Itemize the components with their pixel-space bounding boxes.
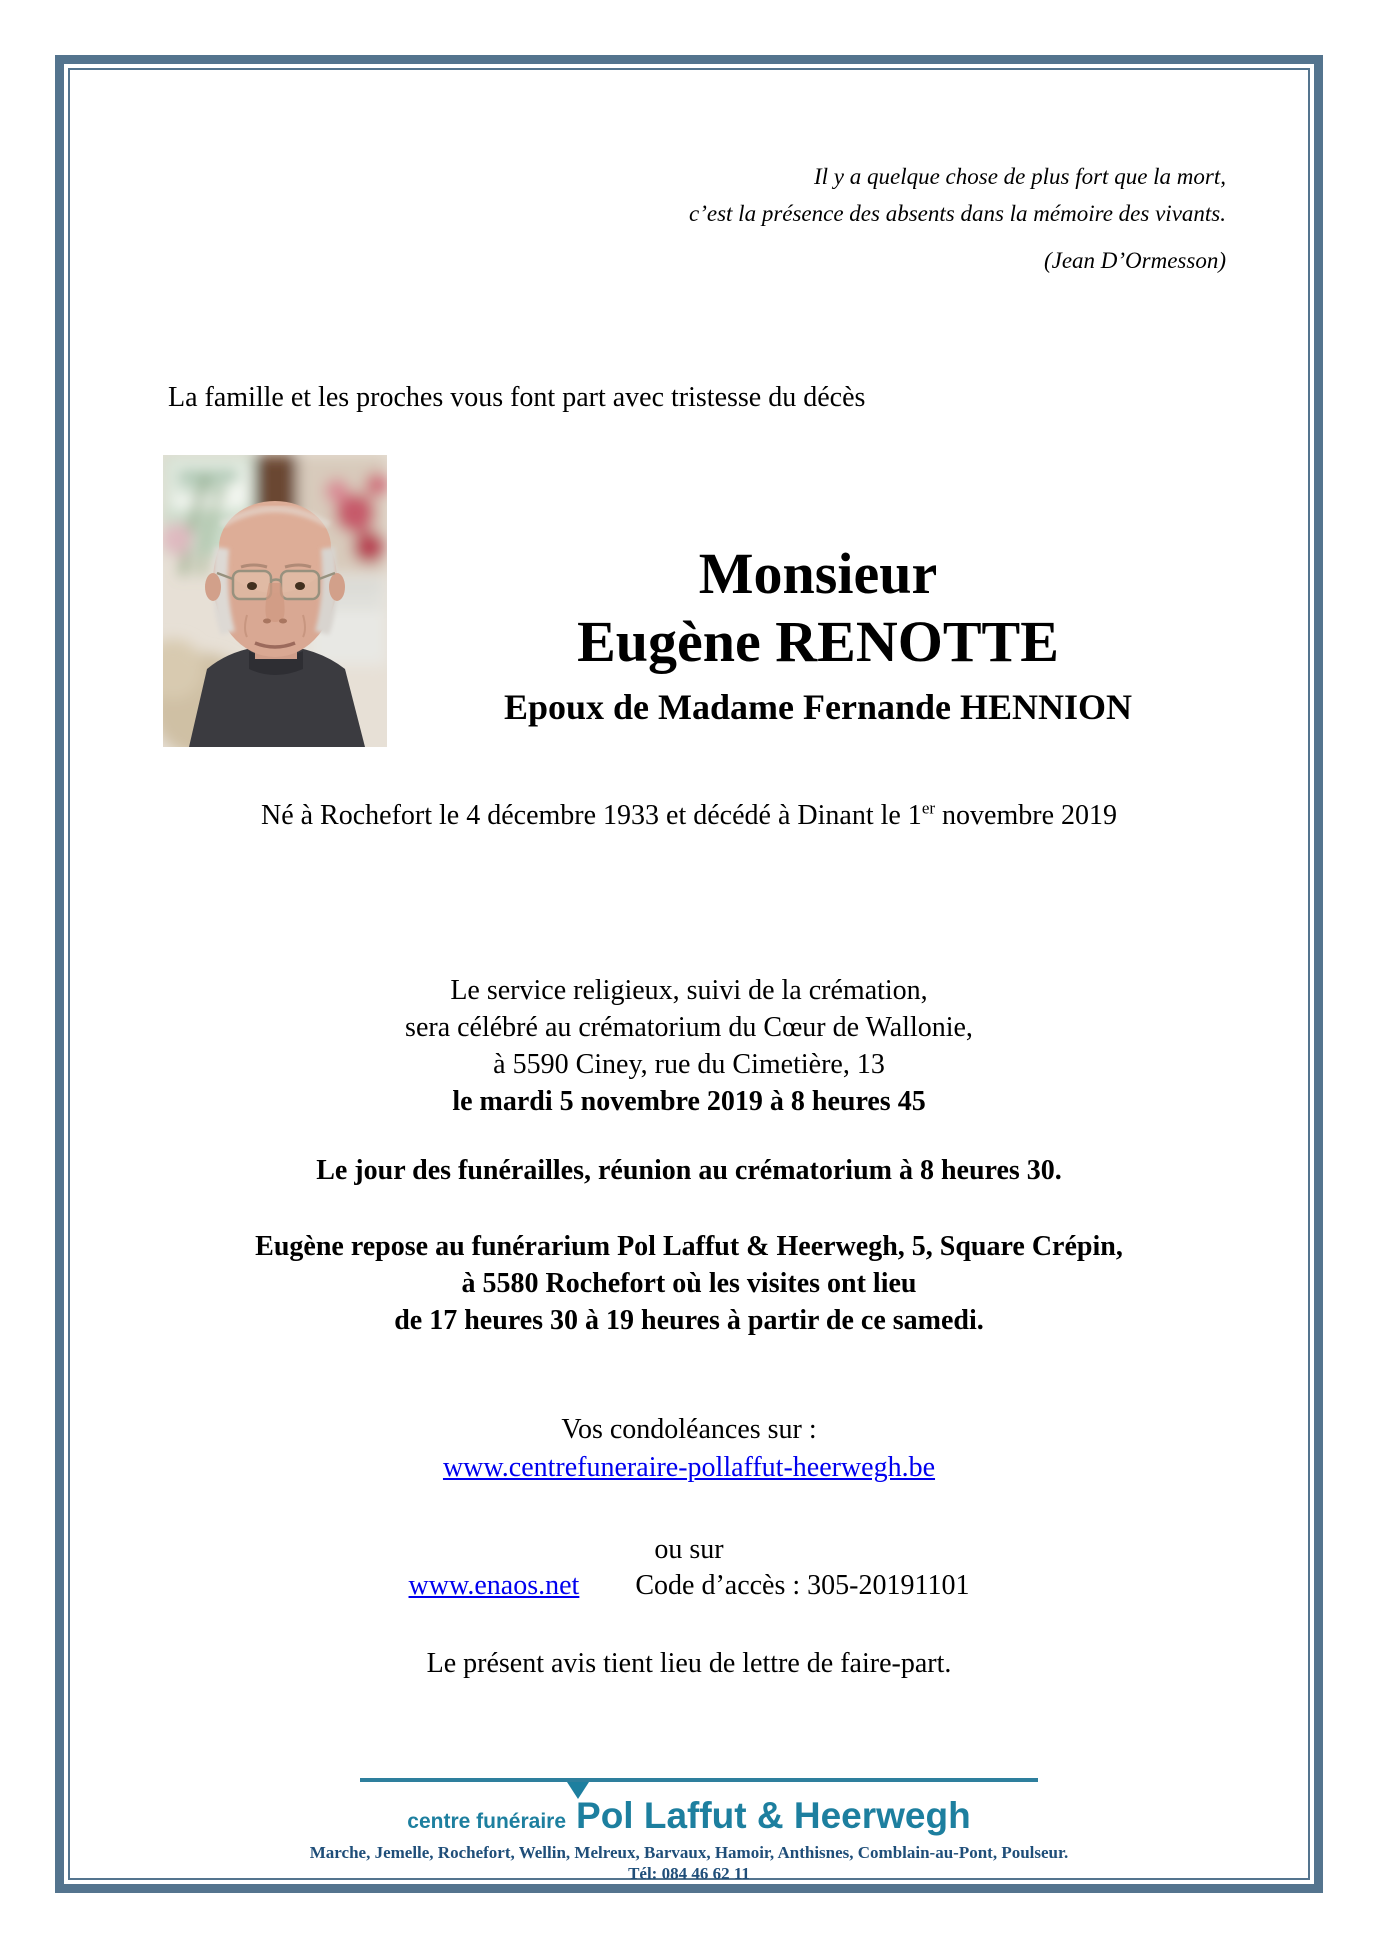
brand-name-label bbox=[576, 1795, 971, 1837]
alt-website-row bbox=[64, 1570, 1314, 1602]
deceased-portrait-photo bbox=[163, 455, 387, 747]
service-line-3: à 5590 Ciney, rue du Cimetière, 13 bbox=[493, 1049, 885, 1080]
service-date-line: le mardi 5 novembre 2019 à 8 heures 45 bbox=[452, 1086, 926, 1117]
brand-prefix-label: centre funéraire bbox=[407, 1810, 567, 1833]
condolences-link-row bbox=[64, 1452, 1314, 1484]
repose-line-1: Eugène repose au funérarium Pol Laffut & Heerwegh, 5, Square Crépin, bbox=[255, 1231, 1123, 1262]
life-dates-superscript: er bbox=[921, 798, 936, 818]
main-website-link[interactable]: www.centrefuneraire-pollaffut-heerwegh.be bbox=[442, 1452, 936, 1483]
life-dates-part1: Né à Rochefort le 4 décembre 1933 et décédé à Dinant le 1 bbox=[260, 800, 922, 831]
service-details-block bbox=[64, 972, 1314, 1120]
repose-line-3: de 17 heures 30 à 19 heures à partir de ce samedi. bbox=[394, 1305, 984, 1336]
life-dates-part2: novembre 2019 bbox=[935, 800, 1117, 831]
quote-line-1: Il y a quelque chose de plus fort que la mort, bbox=[813, 164, 1226, 189]
deceased-spouse-line: Epoux de Madame Fernande HENNION bbox=[503, 687, 1133, 727]
quote-attribution: (Jean D’Ormesson) bbox=[1043, 248, 1226, 273]
footer-divider-line bbox=[360, 1778, 1038, 1782]
deceased-name: Eugène RENOTTE bbox=[577, 609, 1059, 674]
access-code-text: Code d’accès : 305-20191101 bbox=[635, 1570, 970, 1601]
announcement-intro: La famille et les proches vous font part avec tristesse du décès bbox=[168, 382, 866, 413]
brand-triangle-icon bbox=[567, 1782, 589, 1799]
deceased-title-block bbox=[410, 540, 1226, 730]
quote-line-2: c’est la présence des absents dans la mémoire des vivants. bbox=[689, 201, 1226, 226]
service-line-2: sera célébré au crématorium du Cœur de Wallonie, bbox=[405, 1012, 973, 1043]
legal-notice-line: Le présent avis tient lieu de lettre de faire-part. bbox=[426, 1648, 952, 1679]
portrait-photo-illustration bbox=[163, 455, 387, 747]
funeral-home-logo bbox=[64, 1795, 1314, 1837]
condolences-label: Vos condoléances sur : bbox=[561, 1414, 817, 1445]
brand-name-text: Pol Laffut & Heerwegh bbox=[576, 1795, 971, 1836]
deceased-honorific: Monsieur bbox=[698, 541, 938, 606]
repose-block bbox=[64, 1228, 1314, 1339]
service-line-1: Le service religieux, suivi de la crémation, bbox=[450, 975, 928, 1006]
enaos-website-link[interactable]: www.enaos.net bbox=[408, 1570, 580, 1601]
repose-line-2: à 5580 Rochefort où les visites ont lieu bbox=[461, 1268, 917, 1299]
footer-locations-line: Marche, Jemelle, Rochefort, Wellin, Melreux, Barvaux, Hamoir, Anthisnes, Comblain-au-Pont, Poulseur. bbox=[309, 1843, 1069, 1862]
or-label: ou sur bbox=[654, 1534, 724, 1565]
footer-phone-line: Tél: 084 46 62 11 bbox=[628, 1864, 750, 1883]
memorial-quote bbox=[689, 158, 1226, 232]
funeral-meeting-line: Le jour des funérailles, réunion au crématorium à 8 heures 30. bbox=[316, 1155, 1062, 1186]
life-dates-line bbox=[64, 800, 1314, 832]
